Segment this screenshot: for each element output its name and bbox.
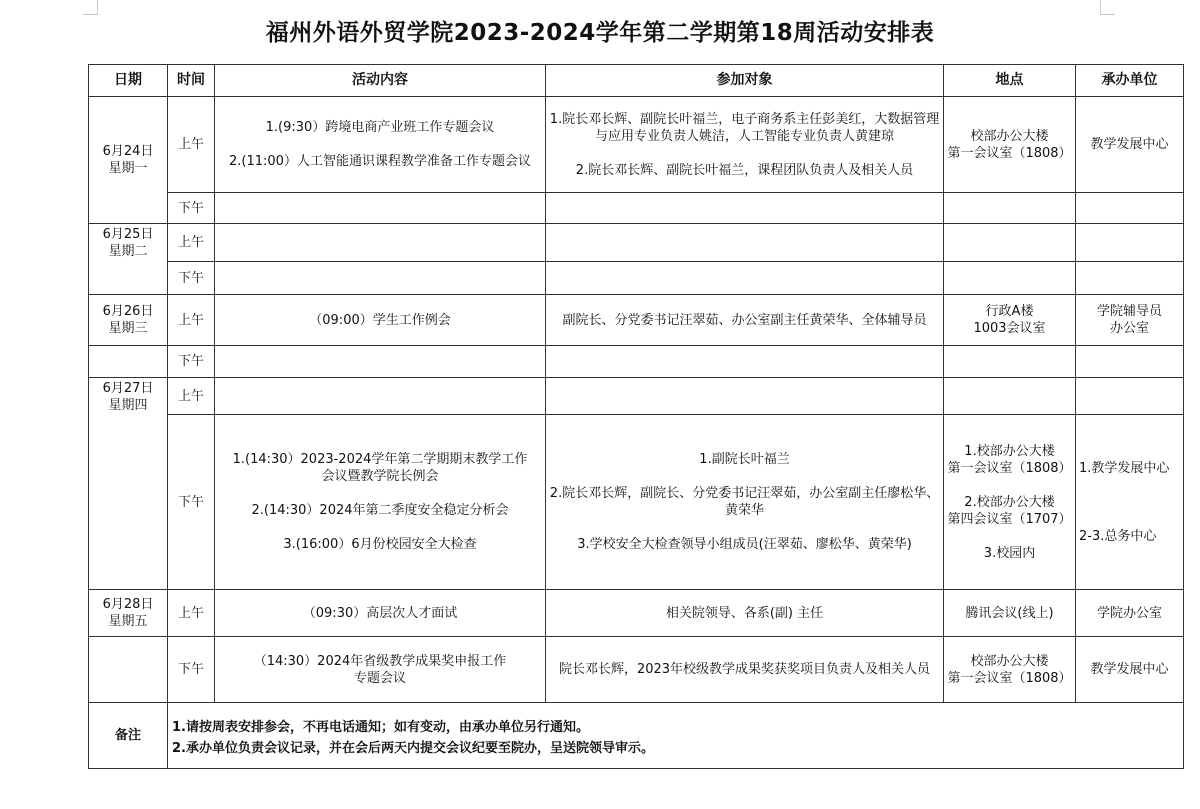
- date-cell: 6月25日 星期二: [89, 224, 168, 295]
- date-cell: 6月24日 星期一: [89, 97, 168, 224]
- header-row: [89, 65, 1184, 97]
- content-cell: [215, 193, 546, 224]
- time-cell: 上午: [168, 97, 215, 193]
- participants-cell: [546, 224, 944, 262]
- note-item: 2.承办单位负责会议记录，并在会后两天内提交会议纪要至院办，呈送院领导审示。: [172, 741, 654, 756]
- table-row: [89, 295, 1184, 346]
- time-cell: 下午: [168, 346, 215, 378]
- notes-content: [168, 703, 1184, 769]
- page-corner-mark-left: [83, 0, 98, 15]
- location-cell: 1.校部办公大楼 第一会议室（1808） 2.校部办公大楼 第四会议室（1707） 3.校园内: [944, 415, 1076, 590]
- organizer-cell: [1076, 346, 1184, 378]
- location-cell: 校部办公大楼 第一会议室（1808）: [944, 637, 1076, 703]
- time-cell: 上午: [168, 590, 215, 637]
- participants-cell: 相关院领导、各系(副) 主任: [546, 590, 944, 637]
- table-row: [89, 415, 1184, 590]
- document-title: 福州外语外贸学院2023-2024学年第二学期第18周活动安排表: [265, 20, 935, 46]
- location-cell: [944, 262, 1076, 295]
- time-cell: 上午: [168, 224, 215, 262]
- location-cell: 腾讯会议(线上): [944, 590, 1076, 637]
- organizer-cell: [1076, 193, 1184, 224]
- date-cell: 6月27日 星期四: [89, 378, 168, 590]
- participants-cell: 1.副院长叶福兰 2.院长邓长辉，副院长、分党委书记汪翠茹，办公室副主任廖松华、黄荣华 3.学校安全大检查领导小组成员(汪翠茹、廖松华、黄荣华): [546, 415, 944, 590]
- page-corner-mark-right: [1100, 0, 1115, 15]
- participants-cell: 1.院长邓长辉、副院长叶福兰，电子商务系主任彭美红，大数据管理与应用专业负责人姚洁，人工智能专业负责人黄建琼 2.院长邓长辉、副院长叶福兰，课程团队负责人及相关人员: [546, 97, 944, 193]
- organizer-cell: 1.教学发展中心 2-3.总务中心: [1076, 415, 1184, 590]
- participants-cell: [546, 193, 944, 224]
- schedule-table: [88, 64, 1184, 769]
- time-cell: 下午: [168, 637, 215, 703]
- content-cell: （09:00）学生工作例会: [215, 295, 546, 346]
- notes-label: 备注: [89, 703, 168, 769]
- content-cell: [215, 224, 546, 262]
- header-time: 时间: [168, 65, 215, 97]
- date-cell-empty: [89, 637, 168, 703]
- header-date: 日期: [89, 65, 168, 97]
- organizer-cell: 教学发展中心: [1076, 97, 1184, 193]
- location-cell: [944, 378, 1076, 415]
- table-row: [89, 637, 1184, 703]
- location-cell: [944, 346, 1076, 378]
- participants-cell: [546, 378, 944, 415]
- header-location: 地点: [944, 65, 1076, 97]
- header-content: 活动内容: [215, 65, 546, 97]
- content-cell: [215, 346, 546, 378]
- content-cell: 1.(14:30）2023-2024学年第二学期期末教学工作 会议暨教学院长例会 2.(14:30）2024年第二季度安全稳定分析会 3.(16:00）6月份校园安全大检查: [215, 415, 546, 590]
- table-row: [89, 590, 1184, 637]
- organizer-cell: 教学发展中心: [1076, 637, 1184, 703]
- table-row: [89, 193, 1184, 224]
- time-cell: 下午: [168, 193, 215, 224]
- content-cell: （09:30）高层次人才面试: [215, 590, 546, 637]
- time-cell: 下午: [168, 415, 215, 590]
- time-cell: 上午: [168, 378, 215, 415]
- participants-cell: 院长邓长辉，2023年校级教学成果奖获奖项目负责人及相关人员: [546, 637, 944, 703]
- location-cell: [944, 224, 1076, 262]
- table-row: [89, 224, 1184, 262]
- organizer-cell: [1076, 224, 1184, 262]
- content-cell: [215, 262, 546, 295]
- table-row: [89, 262, 1184, 295]
- content-cell: 1.(9:30）跨境电商产业班工作专题会议 2.(11:00）人工智能通识课程教学准备工作专题会议: [215, 97, 546, 193]
- time-cell: 上午: [168, 295, 215, 346]
- date-cell: 6月26日 星期三: [89, 295, 168, 346]
- organizer-cell: [1076, 262, 1184, 295]
- note-item: 1.请按周表安排参会，不再电话通知；如有变动，由承办单位另行通知。: [172, 720, 589, 735]
- location-cell: 行政A楼 1003会议室: [944, 295, 1076, 346]
- content-cell: （14:30）2024年省级教学成果奖申报工作 专题会议: [215, 637, 546, 703]
- location-cell: 校部办公大楼 第一会议室（1808）: [944, 97, 1076, 193]
- participants-cell: 副院长、分党委书记汪翠茹、办公室副主任黄荣华、全体辅导员: [546, 295, 944, 346]
- header-participants: 参加对象: [546, 65, 944, 97]
- table-row: [89, 346, 1184, 378]
- participants-cell: [546, 262, 944, 295]
- header-organizer: 承办单位: [1076, 65, 1184, 97]
- content-cell: [215, 378, 546, 415]
- organizer-cell: 学院办公室: [1076, 590, 1184, 637]
- table-row: [89, 378, 1184, 415]
- participants-cell: [546, 346, 944, 378]
- table-row: [89, 97, 1184, 193]
- organizer-cell: [1076, 378, 1184, 415]
- organizer-cell: 学院辅导员 办公室: [1076, 295, 1184, 346]
- notes-row: [89, 703, 1184, 769]
- date-cell: 6月28日 星期五: [89, 590, 168, 637]
- location-cell: [944, 193, 1076, 224]
- date-cell-empty: [89, 346, 168, 378]
- time-cell: 下午: [168, 262, 215, 295]
